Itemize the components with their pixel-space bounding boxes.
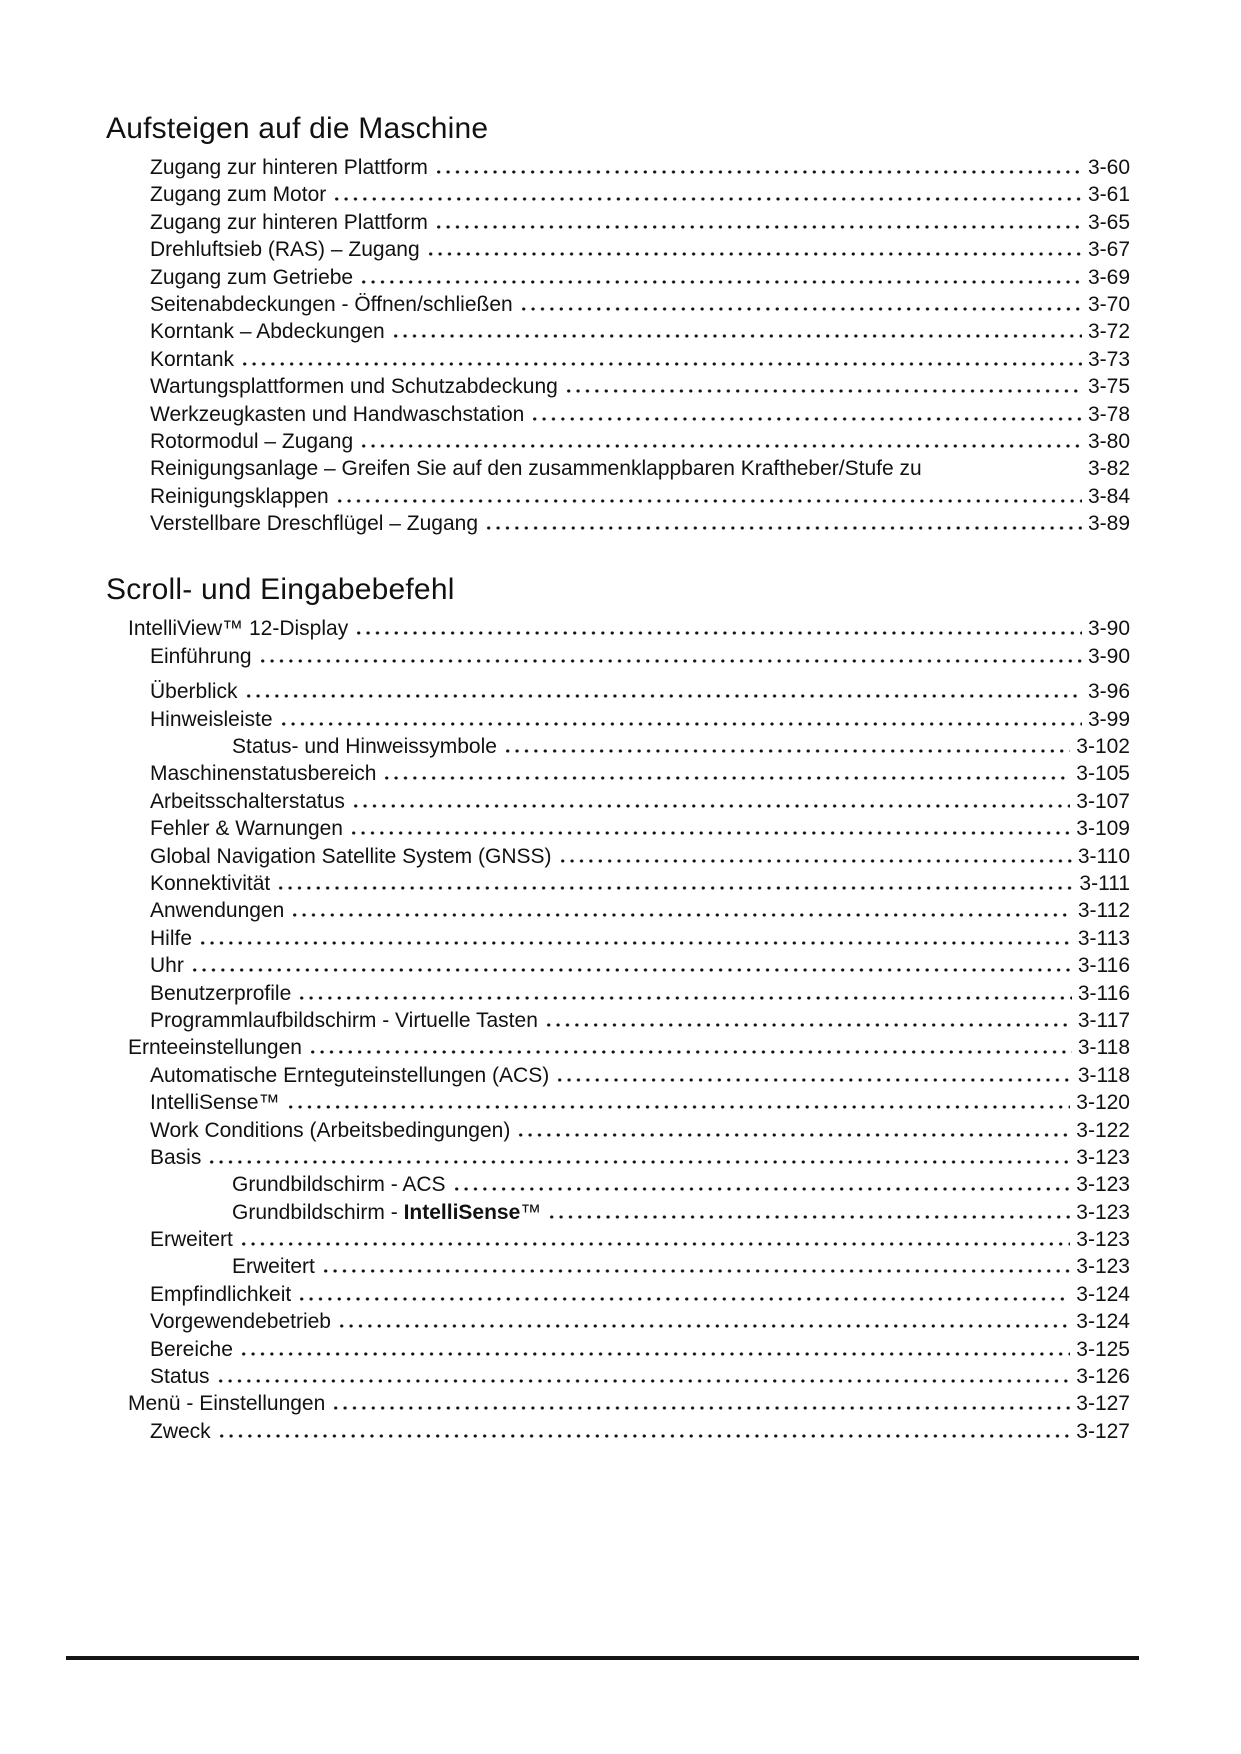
toc-page-number: 3-70 <box>1087 292 1130 316</box>
toc-page-number: 3-118 <box>1077 1036 1130 1060</box>
dot-leader <box>335 499 1082 503</box>
toc-entry <box>106 154 1130 181</box>
dot-leader <box>530 417 1082 421</box>
toc-entry <box>106 925 1130 952</box>
dot-leader <box>331 1406 1070 1410</box>
dot-leader <box>391 334 1082 338</box>
dot-leader <box>426 252 1082 256</box>
toc-page-number: 3-127 <box>1076 1419 1130 1443</box>
dot-leader <box>351 804 1070 808</box>
toc-entry <box>106 264 1130 291</box>
toc-entry-label: Fehler & Warnungen <box>150 817 343 841</box>
toc-entry-label: Drehluftsieb (RAS) – Zugang <box>150 238 420 262</box>
dot-leader <box>244 694 1082 698</box>
toc-entry <box>106 952 1130 979</box>
dot-leader <box>198 941 1072 945</box>
dot-leader <box>434 170 1082 174</box>
toc-page-number: 3-124 <box>1076 1282 1130 1306</box>
dot-leader <box>382 776 1070 780</box>
dot-leader <box>240 362 1082 366</box>
toc-entry-label: Konnektivität <box>150 871 271 895</box>
toc-entry <box>106 209 1130 236</box>
toc-entry <box>106 615 1130 642</box>
toc-entry <box>106 428 1130 455</box>
toc-entry <box>106 291 1130 318</box>
toc-entry-label: Korntank – Abdeckungen <box>150 320 385 344</box>
dot-leader <box>484 526 1082 530</box>
toc-entry-label: Reinigungsklappen <box>150 484 329 508</box>
footer-rule <box>66 1656 1139 1660</box>
toc-entry-label: Zugang zur hinteren Plattform <box>150 156 428 179</box>
dot-leader <box>290 913 1072 917</box>
toc-entry-label: Werkzeugkasten und Handwaschstation <box>150 402 525 426</box>
toc-page-number: 3-109 <box>1076 817 1130 841</box>
toc-entry-label: Basis <box>150 1145 202 1169</box>
toc-page-number: 3-123 <box>1076 1200 1130 1224</box>
toc-page-number: 3-65 <box>1087 210 1130 234</box>
toc-entry <box>106 843 1130 870</box>
toc-entry <box>106 788 1130 815</box>
toc-page-number: 3-123 <box>1076 1255 1130 1279</box>
dot-leader <box>190 968 1072 972</box>
toc-entry-label: Menü - Einstellungen <box>128 1392 326 1416</box>
toc-page-number: 3-123 <box>1076 1145 1130 1169</box>
toc-page-number: 3-90 <box>1087 644 1130 668</box>
toc-page-number: 3-127 <box>1076 1392 1130 1416</box>
toc-entry <box>106 678 1130 705</box>
toc-page-number: 3-78 <box>1087 402 1130 426</box>
dot-leader <box>359 444 1082 448</box>
toc-entry-label: Korntank <box>150 347 235 371</box>
toc-entry <box>106 1089 1130 1116</box>
toc-entry-label: Einführung <box>150 644 252 668</box>
toc-entry-label: Hilfe <box>150 926 193 950</box>
toc-entry <box>106 1117 1130 1144</box>
toc-entry <box>106 401 1130 428</box>
toc-entry <box>106 1007 1130 1034</box>
toc-entry-label: Status- und Hinweissymbole <box>232 735 497 759</box>
dot-leader <box>564 389 1082 393</box>
section-title: Scroll- und Eingabebefehl <box>106 573 455 607</box>
dot-leader <box>359 280 1082 284</box>
toc-section <box>106 573 1130 1445</box>
toc-content <box>106 112 1130 1445</box>
dot-leader <box>558 859 1072 863</box>
toc-entry <box>106 897 1130 924</box>
toc-entry <box>106 510 1130 537</box>
dot-leader <box>547 1215 1070 1219</box>
dot-leader <box>279 722 1082 726</box>
toc-page-number: 3-60 <box>1087 156 1130 179</box>
toc-entry-label-segment: ™ <box>520 1200 542 1224</box>
toc-entry-label: Zugang zur hinteren Plattform <box>150 210 428 234</box>
toc-page-number: 3-122 <box>1076 1118 1130 1142</box>
toc-entry <box>106 1336 1130 1363</box>
toc-entry-label: Work Conditions (Arbeitsbedingungen) <box>150 1118 511 1142</box>
toc-page-number: 3-124 <box>1076 1310 1130 1334</box>
toc-entry-label <box>232 1199 541 1226</box>
toc-page-number: 3-72 <box>1087 320 1130 344</box>
dot-leader <box>321 1269 1070 1273</box>
toc-page-number: 3-90 <box>1087 617 1130 641</box>
toc-page-number: 3-111 <box>1079 871 1130 895</box>
toc-page-number: 3-102 <box>1076 735 1130 759</box>
toc-entry-label: Programmlaufbildschirm - Virtuelle Tasten <box>150 1008 538 1032</box>
toc-entry-label: Empfindlichkeit <box>150 1282 292 1306</box>
toc-page-number: 3-110 <box>1077 844 1130 868</box>
toc-entry-label: Ernteeinstellungen <box>128 1036 302 1060</box>
dot-leader <box>239 1352 1070 1356</box>
toc-entry-label: Global Navigation Satellite System (GNSS) <box>150 844 552 868</box>
dot-leader <box>297 996 1072 1000</box>
toc-page-number: 3-120 <box>1076 1091 1130 1115</box>
toc-entry-label: Benutzerprofile <box>150 981 292 1005</box>
dot-leader <box>308 1050 1072 1054</box>
dot-leader <box>217 1434 1071 1438</box>
dot-leader <box>297 1297 1070 1301</box>
dot-leader <box>239 1242 1070 1246</box>
dot-leader <box>258 659 1082 663</box>
toc-entry-label: Verstellbare Dreschflügel – Zugang <box>150 512 479 536</box>
toc-page-number: 3-75 <box>1087 375 1130 399</box>
toc-page-number: 3-69 <box>1087 265 1130 289</box>
toc-page-number: 3-116 <box>1077 981 1130 1005</box>
toc-entry <box>106 236 1130 263</box>
toc-entry-label: Hinweisleiste <box>150 707 273 731</box>
toc-entry-label: Erweitert <box>150 1228 233 1252</box>
toc-entry-label: Anwendungen <box>150 899 285 923</box>
toc-entry <box>106 1062 1130 1089</box>
toc-page-number: 3-73 <box>1087 347 1130 371</box>
dot-leader <box>286 1105 1071 1109</box>
dot-leader <box>434 225 1082 229</box>
dot-leader <box>354 631 1082 635</box>
toc-page-number: 3-67 <box>1087 238 1130 262</box>
toc-page-number: 3-113 <box>1077 926 1130 950</box>
toc-entry <box>106 1226 1130 1253</box>
toc-entry-label: Seitenabdeckungen - Öffnen/schließen <box>150 292 513 316</box>
toc-entry-label: Zweck <box>150 1419 211 1443</box>
toc-entry-label: Maschinenstatusbereich <box>150 762 377 786</box>
toc-page-number: 3-117 <box>1077 1008 1130 1032</box>
dot-leader <box>207 1160 1070 1164</box>
toc-entry <box>106 815 1130 842</box>
toc-page-number: 3-80 <box>1087 429 1130 453</box>
toc-entry <box>106 181 1130 208</box>
dot-leader <box>216 1379 1071 1383</box>
toc-page-number: 3-116 <box>1077 954 1130 978</box>
toc-entry <box>106 1034 1130 1061</box>
toc-page-number: 3-82 <box>1087 457 1130 481</box>
toc-entry <box>106 643 1130 670</box>
toc-page-number: 3-84 <box>1087 484 1130 508</box>
dot-leader <box>337 1324 1070 1328</box>
toc-entry <box>106 1171 1130 1198</box>
toc-entry-label: Grundbildschirm - ACS <box>232 1173 446 1197</box>
toc-entry-label: Arbeitsschalterstatus <box>150 789 345 813</box>
toc-entry <box>106 1390 1130 1417</box>
toc-page-number: 3-123 <box>1076 1173 1130 1197</box>
toc-entry <box>106 1418 1130 1445</box>
toc-entry <box>106 1281 1130 1308</box>
toc-entry <box>106 706 1130 733</box>
toc-entry <box>106 318 1130 345</box>
toc-page-number: 3-99 <box>1087 707 1130 731</box>
toc-entry-label-bold-segment: IntelliSense <box>403 1200 521 1224</box>
toc-entry-label: Zugang zum Motor <box>150 183 327 207</box>
toc-entry-label: Vorgewendebetrieb <box>150 1310 331 1334</box>
toc-entry <box>106 373 1130 400</box>
toc-entry-label: Uhr <box>150 954 184 978</box>
toc-page-number: 3-126 <box>1076 1365 1130 1389</box>
toc-entry-label: Wartungsplattformen und Schutzabdeckung <box>150 375 558 399</box>
toc-entry <box>106 1308 1130 1335</box>
dot-leader <box>503 749 1070 753</box>
toc-page-number: 3-118 <box>1077 1063 1130 1087</box>
toc-page-number: 3-125 <box>1076 1337 1130 1361</box>
toc-page-number: 3-61 <box>1087 183 1130 207</box>
toc-entry <box>106 1199 1130 1226</box>
dot-leader <box>452 1187 1071 1191</box>
section-title: Aufsteigen auf die Maschine <box>106 112 489 145</box>
toc-entry-label: Reinigungsanlage – Greifen Sie auf den zusammenklappbaren Kraftheber/Stufe zu <box>150 457 922 481</box>
toc-entry <box>106 760 1130 787</box>
toc-section <box>106 112 1130 537</box>
toc-entry-label: Automatische Ernteguteinstellungen (ACS) <box>150 1063 550 1087</box>
toc-entry-label: Erweitert <box>232 1255 315 1279</box>
toc-page-number: 3-112 <box>1077 899 1130 923</box>
toc-entry-label-segment: Grundbildschirm - <box>232 1200 404 1224</box>
toc-entry <box>106 733 1130 760</box>
toc-entry-label: Bereiche <box>150 1337 233 1361</box>
toc-page-number: 3-105 <box>1076 762 1130 786</box>
toc-entry <box>106 346 1130 373</box>
toc-entry-label: IntelliSense™ <box>150 1091 280 1115</box>
dot-leader <box>544 1023 1072 1027</box>
dot-leader <box>332 197 1082 201</box>
toc-entry <box>106 1253 1130 1280</box>
dot-leader <box>349 831 1070 835</box>
toc-entry <box>106 980 1130 1007</box>
toc-entry <box>106 483 1130 510</box>
toc-entry <box>106 1363 1130 1390</box>
dot-leader <box>555 1078 1072 1082</box>
toc-page-number: 3-123 <box>1076 1228 1130 1252</box>
toc-entry <box>106 1144 1130 1171</box>
toc-entry-label: IntelliView™ 12-Display <box>128 617 349 641</box>
toc-entry <box>106 455 1130 482</box>
dot-leader <box>276 886 1073 890</box>
toc-entry-label: Rotormodul – Zugang <box>150 429 354 453</box>
dot-leader <box>519 307 1082 311</box>
toc-entry-label: Status <box>150 1365 210 1389</box>
toc-page-number: 3-89 <box>1087 512 1130 536</box>
dot-leader <box>516 1133 1070 1137</box>
toc-page-number: 3-96 <box>1087 680 1130 704</box>
toc-entry-label: Überblick <box>150 680 238 704</box>
toc-entry <box>106 870 1130 897</box>
toc-page-number: 3-107 <box>1076 789 1130 813</box>
toc-entry-label: Zugang zum Getriebe <box>150 265 354 289</box>
